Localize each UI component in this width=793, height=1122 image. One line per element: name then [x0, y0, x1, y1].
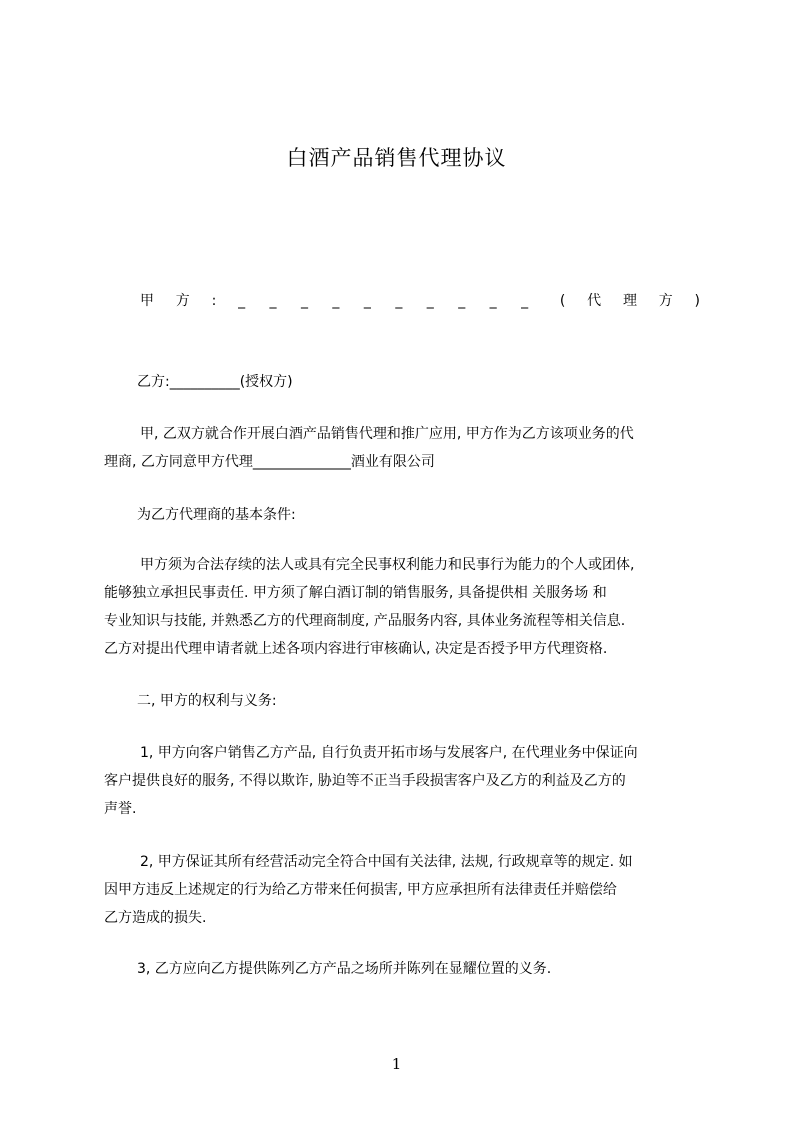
party-a-role-1: 代 [587, 293, 602, 309]
party-a-blank: _ _ _ _ _ _ _ _ _ _ [238, 293, 539, 309]
paragraph-line: 能够独立承担民事责任. 甲方须了解白酒订制的销售服务, 具备提供相 关服务场 和 [104, 585, 607, 601]
party-a-colon: : [211, 293, 217, 309]
paragraph-line: 1, 甲方向客户销售乙方产品, 自行负责开拓市场与发展客户, 在代理业务中保证向 [140, 745, 638, 761]
paragraph-line: 客户提供良好的服务, 不得以欺诈, 胁迫等不正当手段损害客户及乙方的利益及乙方的 [104, 773, 626, 789]
paragraph-line: 专业知识与技能, 并熟悉乙方的代理商制度, 产品服务内容, 具体业务流程等相关信息. [104, 613, 626, 629]
party-a-line [140, 290, 700, 312]
paragraph-line: 3, 乙方应向乙方提供陈列乙方产品之场所并陈列在显耀位置的义务. [137, 961, 552, 977]
paragraph-line: 乙方造成的损失. [104, 910, 207, 926]
party-a-close-paren: ) [694, 293, 700, 309]
paragraph-line: 因甲方违反上述规定的行为给乙方带来任何损害, 甲方应承担所有法律责任并赔偿给 [104, 882, 617, 898]
document-title: 白酒产品销售代理协议 [286, 146, 507, 170]
paragraph-line: 甲, 乙双方就合作开展白酒产品销售代理和推广应用, 甲方作为乙方该项业务的代 [140, 426, 634, 442]
paragraph-line: 2, 甲方保证其所有经营活动完全符合中国有关法律, 法规, 行政规章等的规定. 如 [140, 854, 633, 870]
party-a-open-paren: ( [559, 293, 566, 309]
party-a-label-1: 甲 [140, 293, 154, 309]
paragraph-line: 甲方须为合法存续的法人或具有完全民事权利能力和民事行为能力的个人或团体, [140, 557, 635, 573]
party-a-label-2: 方 [175, 293, 190, 309]
section-heading: 为乙方代理商的基本条件: [137, 507, 296, 523]
party-b-line: 乙方:__________(授权方) [137, 374, 293, 390]
paragraph-line: 乙方对提出代理申请者就上述各项内容进行审核确认, 决定是否授予甲方代理资格. [104, 641, 608, 657]
page-number: 1 [391, 1055, 402, 1073]
paragraph-line: 理商, 乙方同意甲方代理______________酒业有限公司 [104, 454, 435, 470]
party-a-role-2: 理 [622, 293, 637, 309]
party-a-role-3: 方 [658, 293, 673, 309]
paragraph-line: 声誉. [104, 801, 137, 817]
section-heading: 二, 甲方的权利与义务: [137, 693, 277, 709]
